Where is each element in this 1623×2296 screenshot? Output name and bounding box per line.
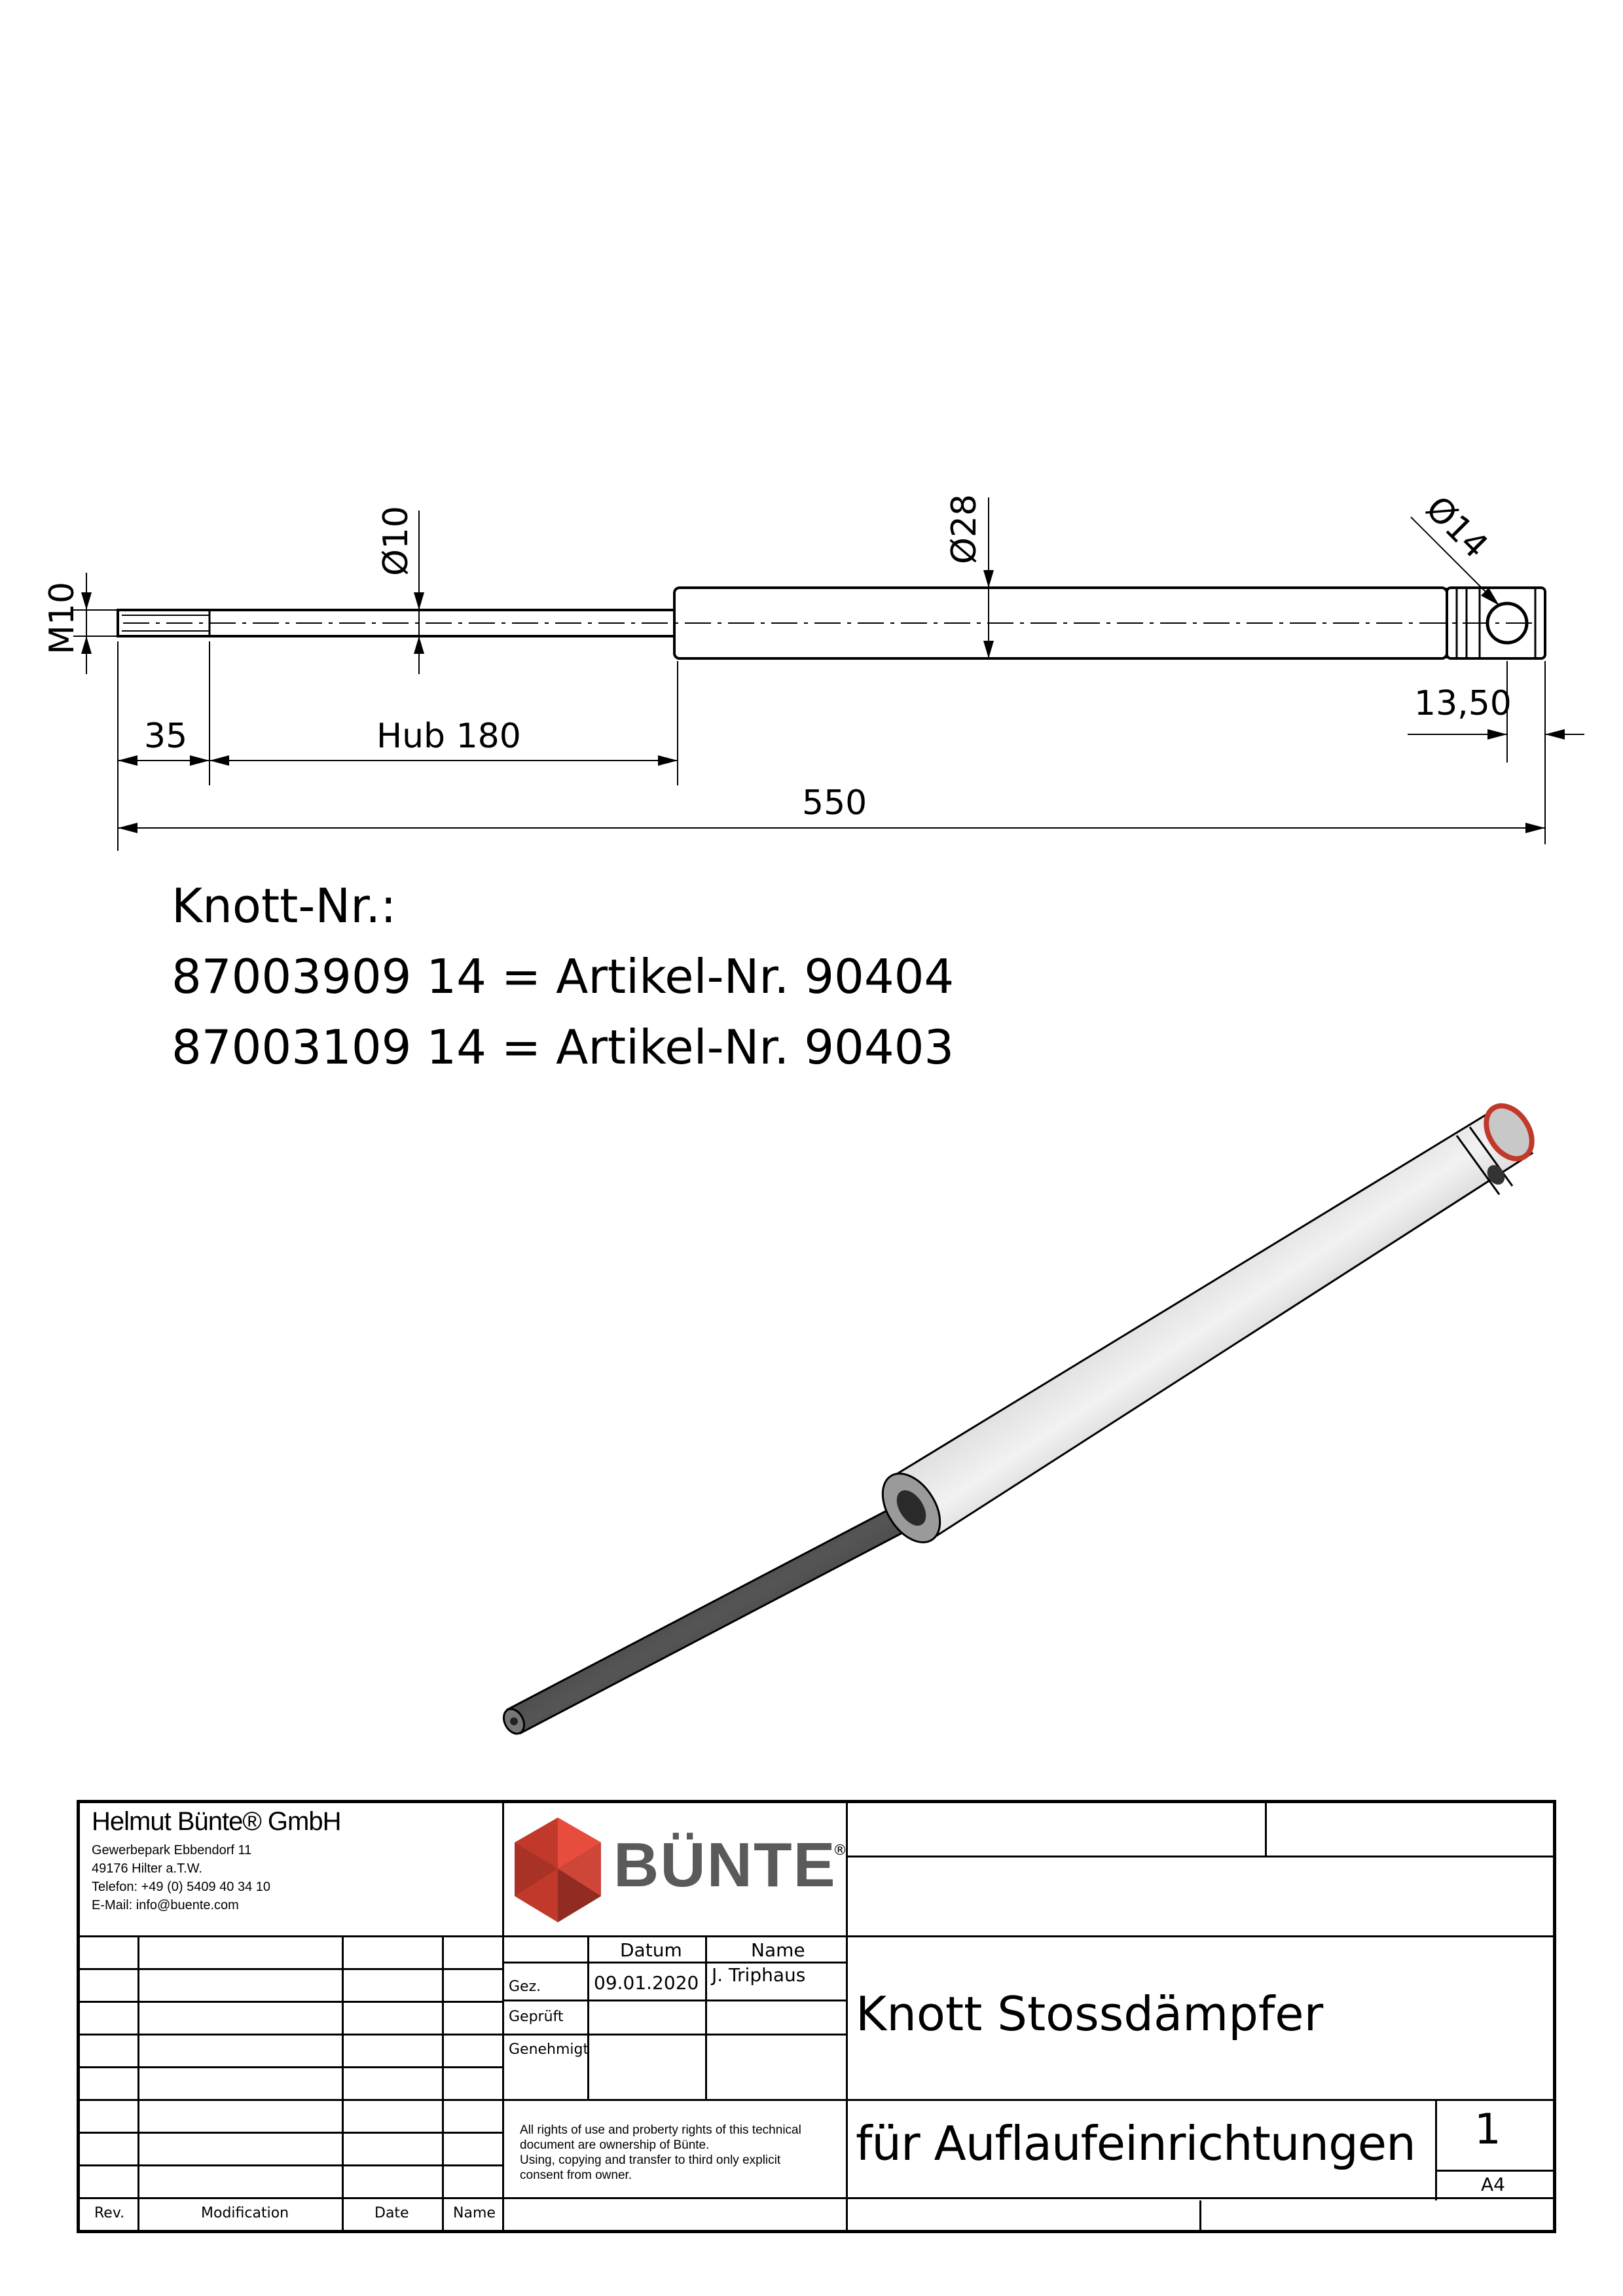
dim-m10: M10 [43,581,82,655]
dim-550: 550 [802,783,867,823]
rights-line: All rights of use and proberty rights of this technical [520,2123,801,2137]
shock-absorber-render [500,1098,1541,1737]
dim-hub: Hub 180 [376,717,521,756]
rights-line: consent from owner. [520,2168,632,2182]
title-block [77,1800,1556,2233]
modification-label: Modification [201,2205,289,2221]
company-address [92,1841,270,1914]
knott-numbers [172,870,954,1083]
address-line: 49176 Hilter a.T.W. [92,1861,202,1876]
address-line: Gewerbepark Ebbendorf 11 [92,1843,252,1857]
rights-line: Using, copying and transfer to third only explicit [520,2153,781,2167]
dim-13-50: 13,50 [1414,684,1512,723]
email-line: E-Mail: info@buente.com [92,1898,239,1912]
dim-d10: Ø10 [376,505,416,576]
knott-line-1: 87003909 14 = Artikel-Nr. 90404 [172,949,955,1004]
datum-label: Datum [620,1939,682,1961]
dim-d14: Ø14 [1417,488,1495,566]
name-footer-label: Name [453,2205,496,2221]
rev-label: Rev. [94,2205,125,2221]
buente-logo-icon [512,1816,604,1924]
gez-date: 09.01.2020 [594,1972,699,1994]
gez-label: Gez. [509,1979,541,1995]
geprueft-label: Geprüft [509,2009,564,2025]
name-label: Name [751,1939,805,1961]
company-name: Helmut Bünte® GmbH [92,1807,341,1836]
logo-registered: ® [833,1842,847,1859]
title-line-2: für Auflaufeinrichtungen [856,2116,1415,2171]
dim-d28: Ø28 [945,493,984,564]
knott-line-2: 87003109 14 = Artikel-Nr. 90403 [172,1020,955,1075]
title-line-1: Knott Stossdämpfer [856,1986,1324,2041]
dim-35: 35 [144,717,188,756]
knott-heading: Knott-Nr.: [172,878,397,933]
genehmigt-label: Genehmigt [509,2041,589,2058]
phone-line: Telefon: +49 (0) 5409 40 34 10 [92,1880,270,1894]
rights-notice [520,2123,801,2183]
date-label: Date [374,2205,409,2221]
gez-name: J. Triphaus [712,1964,806,1986]
logo-wordmark: BÜNTE [613,1830,837,1900]
sheet-number: 1 [1474,2106,1501,2154]
rights-line: document are ownership of Bünte. [520,2138,710,2152]
sheet-format: A4 [1481,2174,1505,2195]
